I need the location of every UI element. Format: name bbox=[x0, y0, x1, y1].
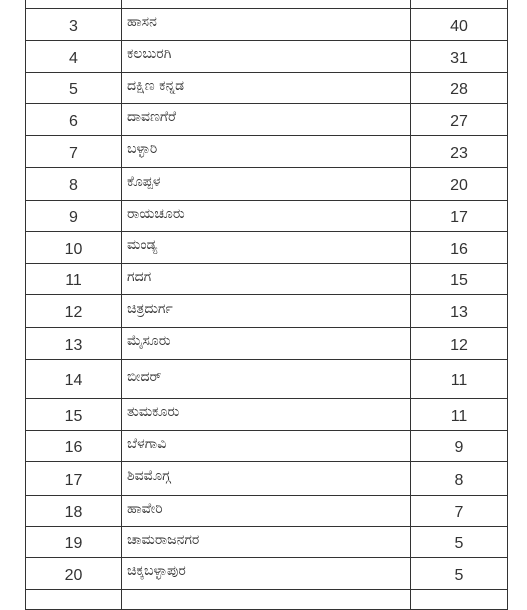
count-cell: 23 bbox=[411, 136, 508, 168]
count-cell: 7 bbox=[411, 496, 508, 527]
count-cell: 28 bbox=[411, 73, 508, 104]
count-cell: 17 bbox=[411, 201, 508, 232]
serial-number-cell: 8 bbox=[26, 168, 122, 201]
table-row bbox=[26, 558, 508, 590]
table-row bbox=[26, 9, 508, 41]
district-table-container bbox=[25, 0, 499, 610]
serial-number-cell: 10 bbox=[26, 232, 122, 264]
count-cell: 16 bbox=[411, 232, 508, 264]
count-cell: 8 bbox=[411, 462, 508, 496]
table-row bbox=[26, 527, 508, 558]
count-cell bbox=[411, 0, 508, 9]
serial-number-cell: 18 bbox=[26, 496, 122, 527]
district-name-cell: ಬಳ್ಳಾರಿ bbox=[122, 136, 411, 168]
district-name-cell: ದಕ್ಷಿಣ ಕನ್ನಡ bbox=[122, 73, 411, 104]
serial-number-cell: 19 bbox=[26, 527, 122, 558]
serial-number-cell bbox=[26, 0, 122, 9]
table-row bbox=[26, 104, 508, 136]
district-name-cell: ಚಿಕ್ಕಬಳ್ಳಾಪುರ bbox=[122, 558, 411, 590]
count-cell: 20 bbox=[411, 168, 508, 201]
serial-number-cell: 12 bbox=[26, 295, 122, 328]
district-count-table bbox=[25, 0, 508, 610]
table-row bbox=[26, 360, 508, 399]
count-cell: 12 bbox=[411, 328, 508, 360]
serial-number-cell: 3 bbox=[26, 9, 122, 41]
district-name-cell: ಕಲಬುರಗಿ bbox=[122, 41, 411, 73]
count-cell: 5 bbox=[411, 527, 508, 558]
table-row bbox=[26, 431, 508, 462]
district-name-cell: ಹಾವೇರಿ bbox=[122, 496, 411, 527]
district-name-cell: ತುಮಕೂರು bbox=[122, 399, 411, 431]
district-name-cell: ಶಿವಮೊಗ್ಗ bbox=[122, 462, 411, 496]
serial-number-cell: 17 bbox=[26, 462, 122, 496]
serial-number-cell: 5 bbox=[26, 73, 122, 104]
serial-number-cell: 14 bbox=[26, 360, 122, 399]
table-row bbox=[26, 462, 508, 496]
district-name-cell: ಬೆಳಗಾವಿ bbox=[122, 431, 411, 462]
table-row bbox=[26, 264, 508, 295]
serial-number-cell: 7 bbox=[26, 136, 122, 168]
district-name-cell: ಬೀದರ್ bbox=[122, 360, 411, 399]
table-row bbox=[26, 295, 508, 328]
table-row bbox=[26, 232, 508, 264]
serial-number-cell: 13 bbox=[26, 328, 122, 360]
count-cell: 27 bbox=[411, 104, 508, 136]
district-name-cell: ಹಾಸನ bbox=[122, 9, 411, 41]
count-cell: 13 bbox=[411, 295, 508, 328]
serial-number-cell: 4 bbox=[26, 41, 122, 73]
serial-number-cell: 20 bbox=[26, 558, 122, 590]
count-cell: 5 bbox=[411, 558, 508, 590]
table-row bbox=[26, 73, 508, 104]
district-name-cell: ದಾವಣಗೆರೆ bbox=[122, 104, 411, 136]
count-cell: 9 bbox=[411, 431, 508, 462]
district-name-cell: ಚಾಮರಾಜನಗರ bbox=[122, 527, 411, 558]
count-cell: 11 bbox=[411, 360, 508, 399]
table-row bbox=[26, 41, 508, 73]
district-name-cell: ಮೈಸೂರು bbox=[122, 328, 411, 360]
district-name-cell: ಮಂಡ್ಯ bbox=[122, 232, 411, 264]
district-name-cell: ಚಿತ್ರದುರ್ಗ bbox=[122, 295, 411, 328]
serial-number-cell: 15 bbox=[26, 399, 122, 431]
table-row bbox=[26, 168, 508, 201]
table-row bbox=[26, 136, 508, 168]
count-cell: 11 bbox=[411, 399, 508, 431]
serial-number-cell: 16 bbox=[26, 431, 122, 462]
count-cell: 40 bbox=[411, 9, 508, 41]
count-cell: 15 bbox=[411, 264, 508, 295]
table-row bbox=[26, 399, 508, 431]
table-row bbox=[26, 328, 508, 360]
table-row bbox=[26, 496, 508, 527]
count-cell: 31 bbox=[411, 41, 508, 73]
serial-number-cell: 9 bbox=[26, 201, 122, 232]
serial-number-cell: 11 bbox=[26, 264, 122, 295]
table-row bbox=[26, 201, 508, 232]
serial-number-cell: 6 bbox=[26, 104, 122, 136]
district-name-cell: ಕೊಪ್ಪಳ bbox=[122, 168, 411, 201]
table-row bbox=[26, 0, 508, 9]
district-name-cell: ಗದಗ bbox=[122, 264, 411, 295]
district-name-cell: ರಾಯಚೂರು bbox=[122, 201, 411, 232]
district-name-cell bbox=[122, 0, 411, 9]
